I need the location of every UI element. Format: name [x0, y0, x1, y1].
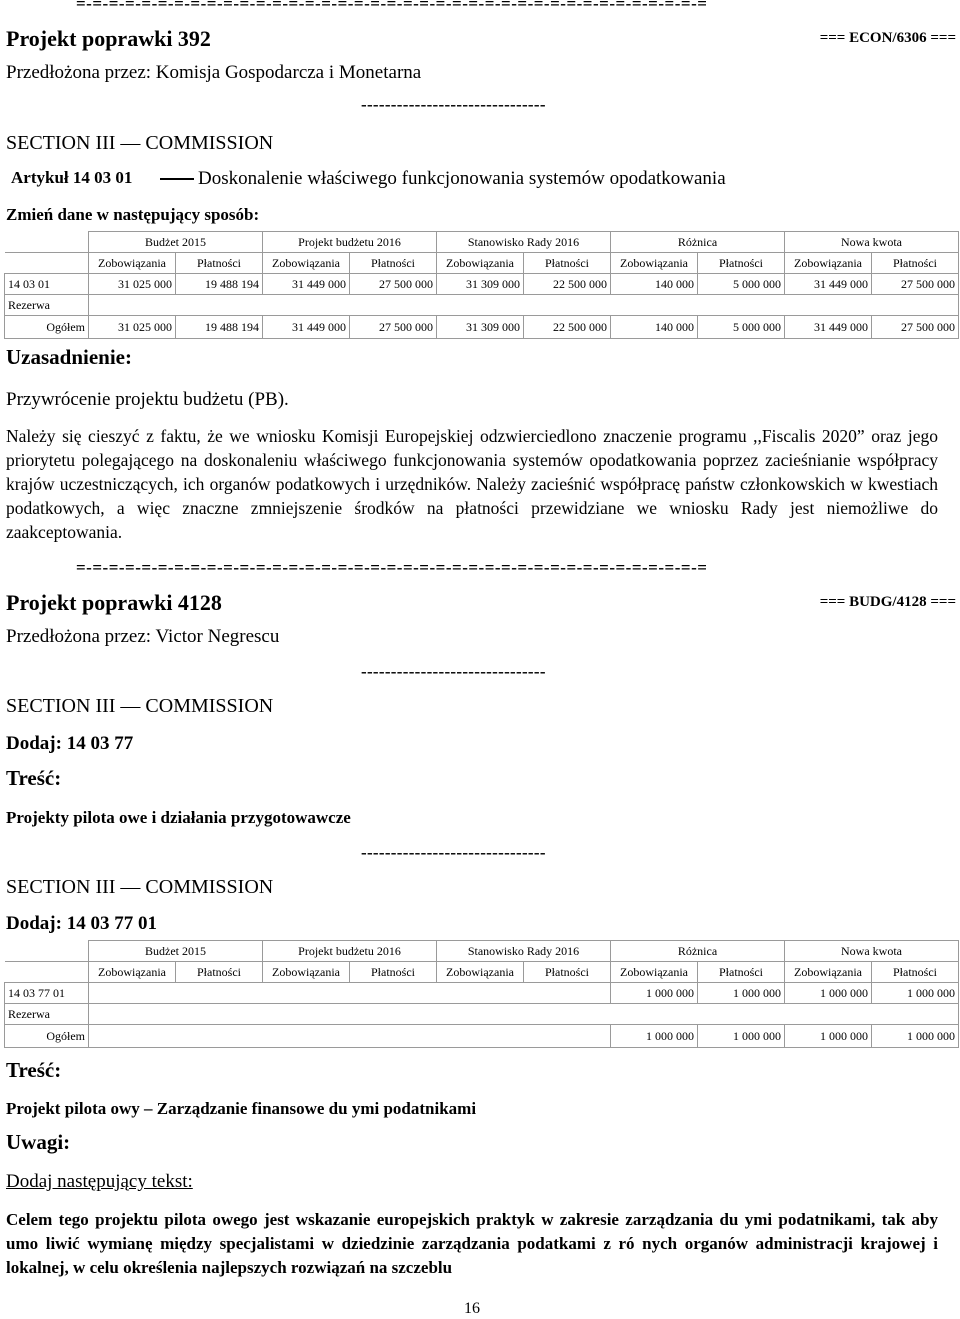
table-cell: 5 000 000 — [698, 274, 785, 295]
table-cell: 31 025 000 — [89, 316, 176, 339]
amendment-title: Projekt poprawki 392 — [6, 26, 211, 51]
table-cell — [437, 983, 524, 1004]
table-cell — [176, 983, 263, 1004]
justification-paragraph: Należy się cieszyć z faktu, że we wniosku Komisji Europejskiej odzwierciedlono znaczenie programu ,,Fiscalis 2020” oraz jego priorytetu polegającego na doskonaleniu właściwego funkcjonowania systemów opodatkowania poprzez zacieśnianie współpracy krajów uczestniczących, ich organów podatkowych i urzędników. Należy zacieśnić współpracę państw członkowskich w kwestiach podatkowych, a więc znaczne zmniejszenie środków na płatności przewidziane we wniosku Rady jest niemożliwe do zaakceptowania. — [6, 426, 938, 542]
add-text-instruction: Dodaj następujący tekst: — [6, 1171, 193, 1192]
col-group-difference: Różnica — [611, 232, 785, 253]
table-cell: 27 500 000 — [350, 274, 437, 295]
justification-heading: Uzasadnienie: — [6, 345, 132, 369]
amendment-code: === BUDG/4128 === — [819, 594, 956, 610]
subheader-commitments: Zobowiązania — [263, 253, 350, 274]
table-cell — [524, 983, 611, 1004]
table-cell: 140 000 — [611, 274, 698, 295]
subheader-commitments: Zobowiązania — [263, 962, 350, 983]
subheader-payments: Płatności — [350, 253, 437, 274]
col-group-draft-2016: Projekt budżetu 2016 — [263, 232, 437, 253]
table-cell: 31 025 000 — [89, 274, 176, 295]
col-group-difference: Różnica — [611, 941, 785, 962]
subheader-commitments: Zobowiązania — [437, 962, 524, 983]
content-heading: Treść: — [6, 766, 62, 790]
table-cell: 5 000 000 — [698, 316, 785, 339]
section-heading: SECTION III — COMMISSION — [6, 132, 274, 154]
row-label: Ogółem — [5, 316, 89, 339]
table-cell: 1 000 000 — [611, 1025, 698, 1048]
subheader-commitments: Zobowiązania — [785, 253, 872, 274]
section-heading: SECTION III — COMMISSION — [6, 876, 274, 898]
table-cell — [437, 1025, 524, 1048]
dash-separator: ------------------------------- — [361, 95, 546, 114]
table-cell: 19 488 194 — [176, 316, 263, 339]
col-group-draft-2016: Projekt budżetu 2016 — [263, 941, 437, 962]
add-line: Dodaj: 14 03 77 01 — [6, 913, 157, 934]
col-group-new-amount: Nowa kwota — [785, 941, 959, 962]
table-cell: 31 449 000 — [785, 316, 872, 339]
table-cell: 1 000 000 — [872, 1025, 959, 1048]
table-row — [5, 274, 959, 295]
table-cell: 27 500 000 — [872, 274, 959, 295]
budget-table — [4, 231, 959, 339]
row-label: Ogółem — [5, 1025, 89, 1048]
subheader-payments: Płatności — [350, 962, 437, 983]
subheader-payments: Płatności — [524, 253, 611, 274]
separator-line: =-=-=-=-=-=-=-=-=-=-=-=-=-=-=-=-=-=-=-=-=-=-=-=-=-=-=-=-=-=-=-=-=-=-=-=-=-=-= — [76, 0, 708, 13]
col-group-budget-2015: Budżet 2015 — [89, 941, 263, 962]
col-group-council-2016: Stanowisko Rady 2016 — [437, 232, 611, 253]
subheader-payments: Płatności — [872, 253, 959, 274]
table-cell: 1 000 000 — [785, 1025, 872, 1048]
table-cell: 1 000 000 — [611, 983, 698, 1004]
table-cell: 31 449 000 — [263, 316, 350, 339]
row-label: Rezerwa — [5, 295, 89, 316]
table-cell — [89, 983, 176, 1004]
subheader-payments: Płatności — [176, 253, 263, 274]
content-title: Projekt pilota owy – Zarządzanie finansowe du ymi podatnikami — [6, 1099, 477, 1118]
content-heading: Treść: — [6, 1058, 62, 1082]
dash-separator: ------------------------------- — [361, 662, 546, 681]
article-dash — [160, 178, 194, 180]
table-cell: 31 449 000 — [263, 274, 350, 295]
table-cell — [89, 295, 959, 316]
table-row — [5, 295, 959, 316]
table-row — [5, 316, 959, 339]
remarks-heading: Uwagi: — [6, 1130, 71, 1154]
row-label: 14 03 01 — [5, 274, 89, 295]
subheader-payments: Płatności — [872, 962, 959, 983]
table-cell: 1 000 000 — [698, 983, 785, 1004]
subheader-commitments: Zobowiązania — [611, 962, 698, 983]
table-cell — [263, 1025, 350, 1048]
table-row — [5, 983, 959, 1004]
table-cell — [350, 1025, 437, 1048]
table-cell — [89, 1025, 176, 1048]
table-cell: 31 449 000 — [785, 274, 872, 295]
table-cell — [524, 1025, 611, 1048]
subheader-commitments: Zobowiązania — [611, 253, 698, 274]
subheader-payments: Płatności — [698, 962, 785, 983]
article-title: Doskonalenie właściwego funkcjonowania systemów opodatkowania — [198, 168, 726, 189]
table-cell: 140 000 — [611, 316, 698, 339]
table-cell: 19 488 194 — [176, 274, 263, 295]
page-number: 16 — [464, 1300, 480, 1317]
table-cell: 1 000 000 — [698, 1025, 785, 1048]
content-title: Projekty pilota owe i działania przygotowawcze — [6, 808, 351, 827]
table-row — [5, 1025, 959, 1048]
section-heading: SECTION III — COMMISSION — [6, 695, 274, 717]
budget-table — [4, 940, 959, 1048]
row-label: Rezerwa — [5, 1004, 89, 1025]
subheader-payments: Płatności — [176, 962, 263, 983]
table-cell: 27 500 000 — [872, 316, 959, 339]
table-cell: 31 309 000 — [437, 274, 524, 295]
dash-separator: ------------------------------- — [361, 843, 546, 862]
table-cell: 22 500 000 — [524, 316, 611, 339]
table-cell: 27 500 000 — [350, 316, 437, 339]
subheader-commitments: Zobowiązania — [89, 253, 176, 274]
add-line: Dodaj: 14 03 77 — [6, 733, 134, 754]
article-number: Artykuł 14 03 01 — [11, 168, 133, 187]
table-cell — [176, 1025, 263, 1048]
table-cell — [89, 1004, 959, 1025]
justification-line: Przywrócenie projektu budżetu (PB). — [6, 389, 289, 410]
table-cell: 31 309 000 — [437, 316, 524, 339]
remarks-paragraph: Celem tego projektu pilota owego jest wskazanie europejskich praktyk w zakresie zarządzania du ymi podatnikami, tak aby umo liwić wymianę między specjalistami w dziedzinie zarządzania podatkami z ró nych organów administracji krajowej i lokalnej, w celu określenia najlepszych rozwiązań na szczeblu — [6, 1210, 938, 1277]
submitted-by: Przedłożona przez: Komisja Gospodarcza i Monetarna — [6, 62, 422, 83]
col-group-budget-2015: Budżet 2015 — [89, 232, 263, 253]
table-cell: 1 000 000 — [872, 983, 959, 1004]
table-cell: 1 000 000 — [785, 983, 872, 1004]
row-label: 14 03 77 01 — [5, 983, 89, 1004]
table-cell — [350, 983, 437, 1004]
subheader-payments: Płatności — [698, 253, 785, 274]
table-cell — [263, 983, 350, 1004]
submitted-by: Przedłożona przez: Victor Negrescu — [6, 626, 280, 647]
col-group-council-2016: Stanowisko Rady 2016 — [437, 941, 611, 962]
separator-line: =-=-=-=-=-=-=-=-=-=-=-=-=-=-=-=-=-=-=-=-=-=-=-=-=-=-=-=-=-=-=-=-=-=-=-=-=-=-= — [76, 558, 708, 577]
subheader-commitments: Zobowiązania — [785, 962, 872, 983]
table-cell: 22 500 000 — [524, 274, 611, 295]
subheader-payments: Płatności — [524, 962, 611, 983]
amendment-code: === ECON/6306 === — [819, 30, 956, 46]
amendment-title: Projekt poprawki 4128 — [6, 590, 222, 615]
subheader-commitments: Zobowiązania — [437, 253, 524, 274]
table-row — [5, 1004, 959, 1025]
subheader-commitments: Zobowiązania — [89, 962, 176, 983]
col-group-new-amount: Nowa kwota — [785, 232, 959, 253]
change-instruction: Zmień dane w następujący sposób: — [6, 205, 260, 224]
